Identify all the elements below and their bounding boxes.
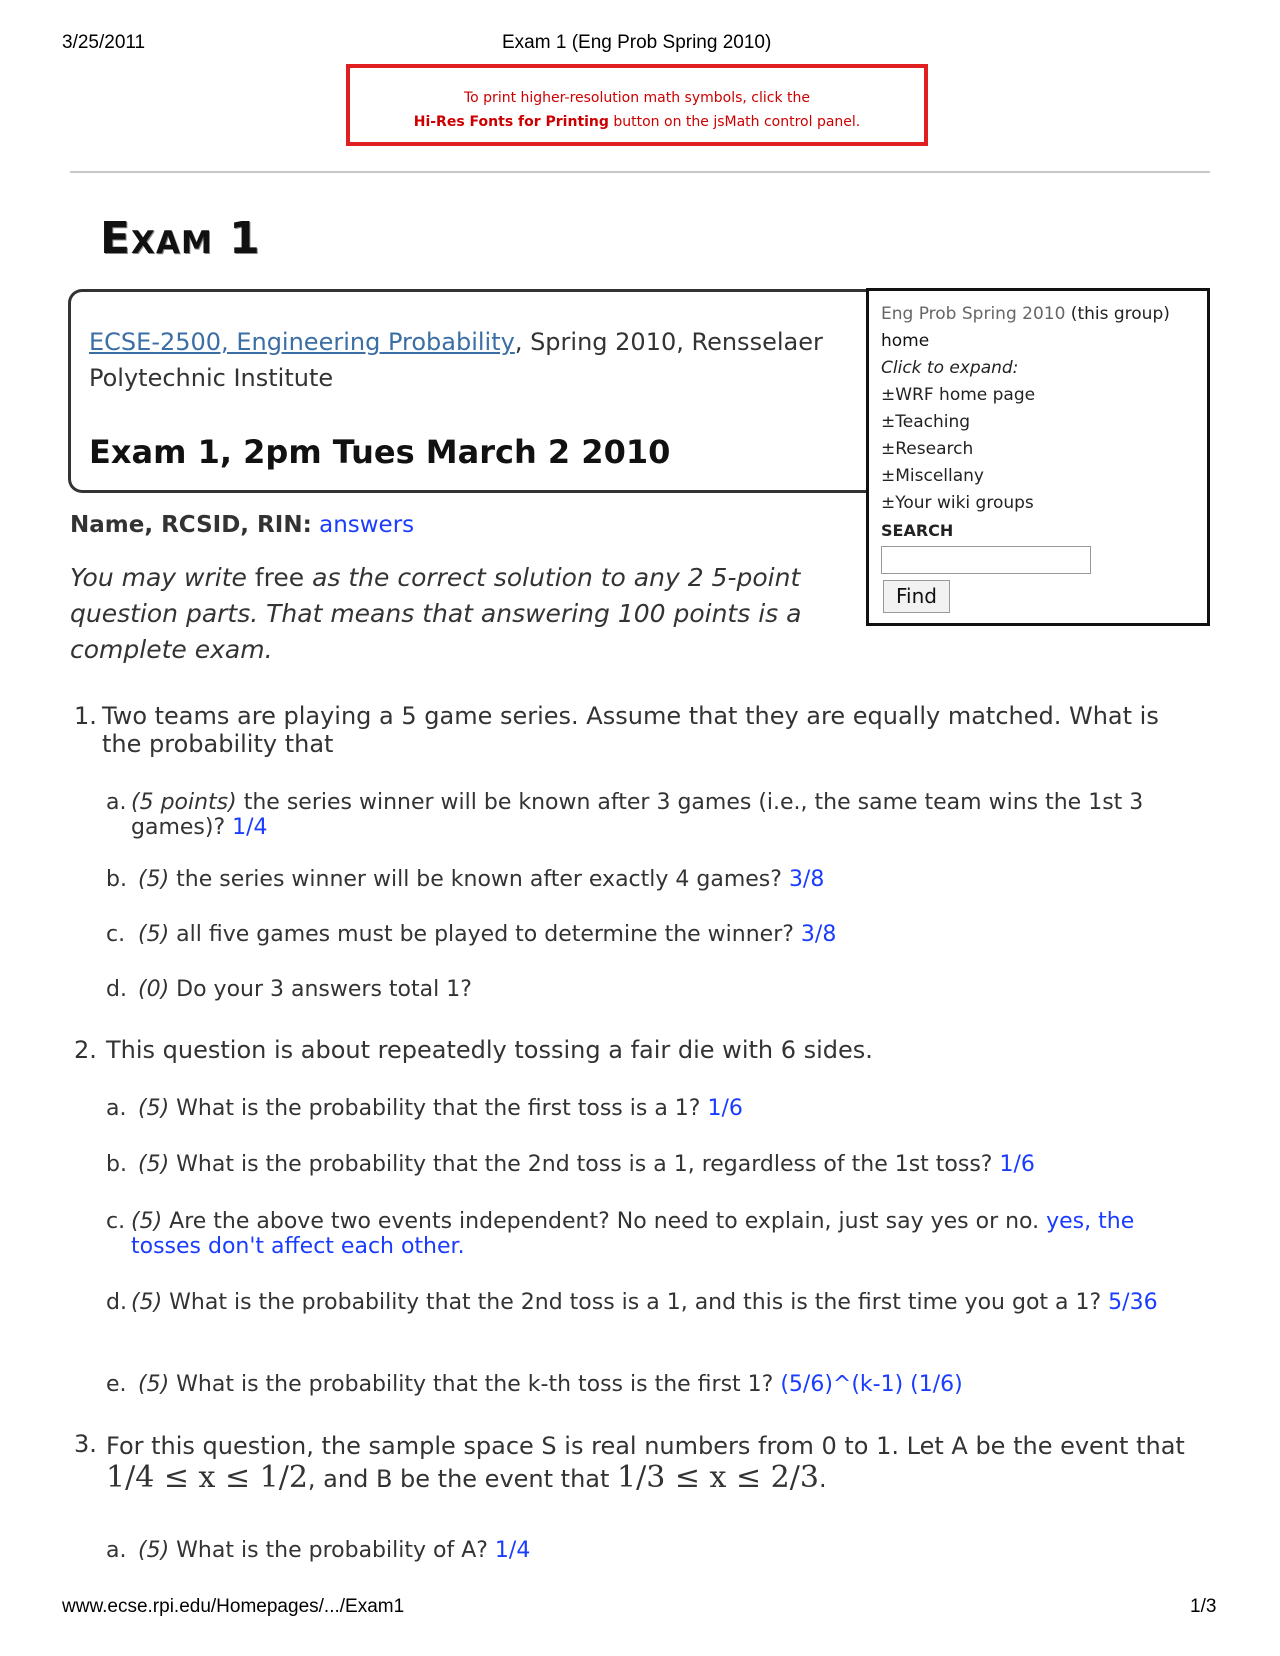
q3a-text: What is the probability of A? [169, 1538, 495, 1563]
sidebar-item-research[interactable]: ±Research [881, 439, 974, 459]
q1c-text: all five games must be played to determine the winner? [169, 922, 801, 947]
q2c-text: Are the above two events independent? No need to explain, just say yes or no. [162, 1209, 1047, 1234]
q2e-text: What is the probability that the k-th toss is the first 1? [169, 1372, 781, 1397]
q1b-answer: 3/8 [788, 867, 825, 892]
note-free: free [254, 563, 305, 592]
course-link[interactable]: ECSE-2500, Engineering Probability [89, 328, 515, 356]
search-label: SEARCH [881, 521, 954, 540]
q2a-answer: 1/6 [707, 1096, 743, 1121]
q1d-letter: d. [106, 977, 127, 1002]
course-info [89, 324, 849, 396]
q3-mid: , and B be the event that [307, 1465, 618, 1493]
hires-fonts-label: Hi-Res Fonts for Printing [413, 114, 609, 130]
q3-end: . [818, 1465, 827, 1493]
q2c-points: (5) [131, 1209, 163, 1234]
q1b-letter: b. [106, 867, 127, 892]
print-date: 3/25/2011 [62, 32, 146, 53]
q1c-letter: c. [106, 922, 126, 947]
note-a: You may write [70, 563, 255, 592]
q2b-points: (5) [138, 1152, 170, 1177]
q2-number: 2. [74, 1036, 97, 1064]
jsmath-notice [346, 64, 928, 146]
q2e [106, 1372, 1196, 1397]
sidebar-item-wrf-home[interactable]: ±WRF home page [881, 385, 1036, 405]
q3a-points: (5) [138, 1538, 170, 1563]
course-rest: , Spring 2010, Rensselaer Polytechnic Institute [89, 328, 823, 392]
q2b-answer: 1/6 [999, 1152, 1035, 1177]
q2c-answer: yes, the tosses don't affect each other. [131, 1209, 1135, 1259]
q3a-letter: a. [106, 1538, 127, 1563]
instructions-note [70, 560, 830, 668]
q2a-points: (5) [138, 1096, 170, 1121]
q3a [106, 1538, 1196, 1563]
find-button[interactable]: Find [883, 580, 950, 613]
sidebar-item-miscellany[interactable]: ±Miscellany [881, 466, 984, 486]
question-3 [74, 1430, 1204, 1495]
q2a [106, 1096, 1196, 1121]
note-b: as the correct solution to any 2 5-point question parts. That means that answering 100 points is a complete exam. [70, 563, 802, 664]
name-answer: answers [319, 512, 415, 538]
q2a-text: What is the probability that the first toss is a 1? [169, 1096, 708, 1121]
q1d-text: Do your 3 answers total 1? [169, 977, 472, 1002]
q1c-points: (5) [138, 922, 170, 947]
q2b [106, 1152, 1196, 1177]
q2b-letter: b. [106, 1152, 127, 1177]
question-2 [74, 1036, 1204, 1064]
q1c [106, 922, 1196, 947]
q2c-letter: c. [106, 1209, 126, 1234]
question-1 [74, 702, 1204, 758]
page-title: Exam 1 [100, 213, 261, 264]
q3a-answer: 1/4 [494, 1538, 531, 1563]
group-link[interactable]: Eng Prob Spring 2010 [881, 304, 1066, 324]
q1c-answer: 3/8 [800, 922, 837, 947]
name-label: Name, RCSID, RIN: [70, 512, 312, 538]
q2e-letter: e. [106, 1372, 127, 1397]
page-number: 1/3 [1190, 1596, 1217, 1617]
home-link[interactable]: home [881, 331, 930, 351]
sidebar-item-teaching[interactable]: ±Teaching [881, 412, 971, 432]
sidebar-item-wiki-groups[interactable]: ±Your wiki groups [881, 493, 1034, 513]
q2d-text: What is the probability that the 2nd toss is a 1, and this is the first time you got a 1? [162, 1290, 1109, 1315]
q3-math-a: 1/4 ≤ x ≤ 1/2 [106, 1460, 308, 1495]
q3-math-b: 1/3 ≤ x ≤ 2/3 [617, 1460, 819, 1495]
name-line [70, 512, 414, 538]
q1d-points: (0) [138, 977, 170, 1002]
q3-text: For this question, the sample space S is real numbers from 0 to 1. Let A be the event that [106, 1432, 1185, 1460]
q2d-answer: 5/36 [1108, 1290, 1158, 1315]
q1a-letter: a. [106, 790, 127, 815]
group-note: (this group) [1065, 304, 1170, 324]
q3-number: 3. [74, 1430, 97, 1458]
q1b-text: the series winner will be known after exactly 4 games? [169, 867, 789, 892]
wiki-sidebar [866, 288, 1210, 626]
search-input[interactable] [881, 546, 1091, 574]
q2d [106, 1290, 1196, 1315]
exam-subtitle: Exam 1, 2pm Tues March 2 2010 [89, 433, 671, 471]
q1a-text: the series winner will be known after 3 games (i.e., the same team wins the 1st 3 games)? [131, 790, 1144, 840]
q1-number: 1. [74, 702, 97, 730]
q2b-text: What is the probability that the 2nd toss is a 1, regardless of the 1st toss? [169, 1152, 1000, 1177]
q2e-answer: (5/6)^(k-1) (1/6) [780, 1372, 963, 1397]
q1a-answer: 1/4 [232, 815, 268, 840]
expand-hint: Click to expand: [881, 358, 1019, 378]
q2d-letter: d. [106, 1290, 127, 1315]
q2c [106, 1209, 1196, 1259]
q1d [106, 977, 1196, 1002]
q1a [106, 790, 1196, 840]
footer-url: www.ecse.rpi.edu/Homepages/.../Exam1 [62, 1596, 405, 1617]
q2d-points: (5) [131, 1290, 163, 1315]
print-title: Exam 1 (Eng Prob Spring 2010) [502, 32, 772, 53]
jsmath-line2: button on the jsMath control panel. [608, 114, 861, 130]
q2e-points: (5) [138, 1372, 170, 1397]
q1b-points: (5) [138, 867, 170, 892]
jsmath-line1: To print higher-resolution math symbols, click the [463, 90, 811, 106]
header-divider [70, 171, 1210, 173]
q2-text: This question is about repeatedly tossing a fair die with 6 sides. [106, 1036, 873, 1064]
q2a-letter: a. [106, 1096, 127, 1121]
q1-text: Two teams are playing a 5 game series. Assume that they are equally matched. What is the probability that [102, 702, 1159, 758]
q1b [106, 867, 1196, 892]
q1a-points: (5 points) [131, 790, 237, 815]
